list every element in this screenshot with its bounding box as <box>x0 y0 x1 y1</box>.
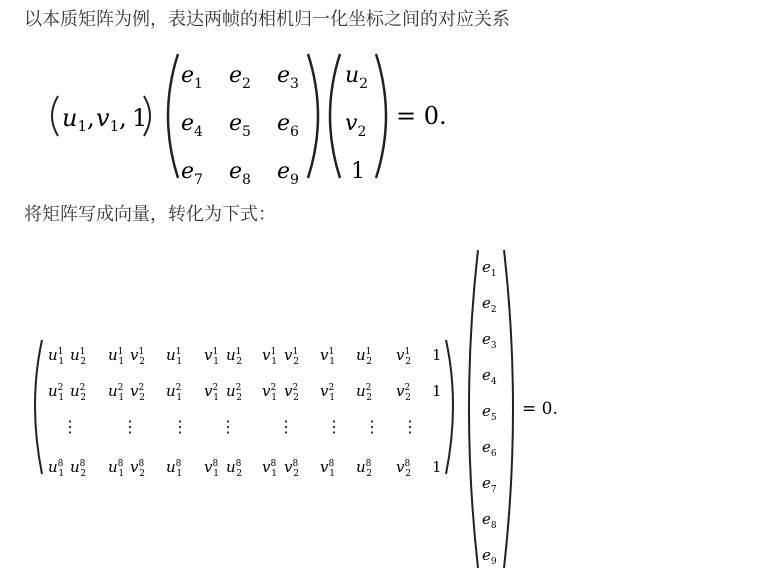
vdots-5: ⋮ <box>326 417 342 436</box>
vdots-6: ⋮ <box>364 417 380 436</box>
entry-v1u2-b: $u^2$ 2 <box>226 382 243 403</box>
matrix-entry-e6: $e_6$ <box>277 111 299 140</box>
entry-v1u2-b: $u^8$ 2 <box>226 458 243 479</box>
e-vector-entry-4: $e_4$ <box>482 366 497 387</box>
e-vector <box>482 258 497 567</box>
entry-u1v2-a: $u^1$ 1 <box>108 346 125 367</box>
entry-u1: $u^8$ 1 <box>166 458 183 479</box>
e-vector-entry-1: $e_1$ <box>482 258 497 279</box>
row-vector-one: 1 <box>132 104 148 132</box>
row-vector-v1: $v_1$, <box>96 104 127 135</box>
entry-v1u2-a: $v^2$ 1 <box>204 382 219 403</box>
entry-one: 1 <box>432 346 442 364</box>
matrix-entry-e5: $e_5$ <box>229 111 251 140</box>
right-paren-col <box>376 54 386 178</box>
entry-u1v2-b: $v^1$ 2 <box>130 346 145 367</box>
entry-v1v2-a: $v^1$ 1 <box>262 346 277 367</box>
e-vector-entry-3: $e_3$ <box>482 330 497 351</box>
right-paren-evector <box>504 250 513 568</box>
matrix-entry-e2: $e_2$ <box>229 63 251 92</box>
eq1-rhs: = 0. <box>396 102 447 130</box>
left-paren-col <box>330 54 340 178</box>
entry-v1: $v^8$ 1 <box>320 458 335 479</box>
e-vector-entry-6: $e_6$ <box>482 438 497 459</box>
left-paren-evector <box>469 250 478 568</box>
entry-u1u2-b: $u^8$ 2 <box>70 458 87 479</box>
right-paren-matrix <box>308 54 318 178</box>
right-paren-bigmatrix <box>446 340 453 474</box>
entry-u1v2-b: $v^2$ 2 <box>130 382 145 403</box>
col-entry-0: $u_2$ <box>345 63 369 92</box>
e-vector-entry-7: $e_7$ <box>482 474 497 495</box>
entry-u1v2-b: $v^8$ 2 <box>130 458 145 479</box>
entry-u1: $u^2$ 1 <box>166 382 183 403</box>
entry-v1v2-a: $v^8$ 1 <box>262 458 277 479</box>
entry-u1u2-b: $u^2$ 2 <box>70 382 87 403</box>
row-vector-u1: $u_1$, <box>62 104 95 135</box>
left-paren-row <box>52 96 58 136</box>
column-vector <box>345 63 368 184</box>
entry-v2: $v^2$ 2 <box>396 382 411 403</box>
vdots-4: ⋮ <box>278 417 294 436</box>
entry-v1v2-b: $v^1$ 2 <box>284 346 299 367</box>
entry-u1v2-a: $u^2$ 1 <box>108 382 125 403</box>
eq2-rhs: = 0. <box>522 399 558 419</box>
entry-v1v2-b: $v^8$ 2 <box>284 458 299 479</box>
transform-text: 将矩阵写成向量，转化为下式： <box>24 204 276 225</box>
intro-text: 以本质矩阵为例，表达两帧的相机归一化坐标之间的对应关系 <box>24 9 510 30</box>
matrix-entry-e3: $e_3$ <box>277 63 299 92</box>
col-entry-2: 1 <box>351 159 365 184</box>
entry-one: 1 <box>432 382 442 400</box>
vdots-0: ⋮ <box>62 417 78 436</box>
matrix-row-1 <box>48 346 442 367</box>
entry-v2: $v^8$ 2 <box>396 458 411 479</box>
vdots-1: ⋮ <box>122 417 138 436</box>
entry-u1v2-a: $u^8$ 1 <box>108 458 125 479</box>
entry-u1u2-a: $u^2$ 1 <box>48 382 65 403</box>
e-vector-entry-8: $e_8$ <box>482 510 497 531</box>
left-paren-bigmatrix <box>35 340 42 474</box>
entry-u1u2-b: $u^1$ 2 <box>70 346 87 367</box>
entry-u2: $u^8$ 2 <box>356 458 373 479</box>
entry-v1v2-a: $v^2$ 1 <box>262 382 277 403</box>
entry-v1: $v^2$ 1 <box>320 382 335 403</box>
e-vector-entry-2: $e_2$ <box>482 294 497 315</box>
entry-v2: $v^1$ 2 <box>396 346 411 367</box>
entry-v1u2-a: $v^1$ 1 <box>204 346 219 367</box>
col-entry-1: $v_2$ <box>345 111 367 140</box>
matrix-row-8 <box>48 458 442 479</box>
matrix-entry-e7: $e_7$ <box>181 159 203 188</box>
entry-u2: $u^2$ 2 <box>356 382 373 403</box>
entry-v1: $v^1$ 1 <box>320 346 335 367</box>
linear-system-equation <box>30 248 590 578</box>
essential-matrix <box>181 63 299 188</box>
entry-v1u2-b: $u^1$ 2 <box>226 346 243 367</box>
vdots-2: ⋮ <box>172 417 188 436</box>
entry-u1: $u^1$ 1 <box>166 346 183 367</box>
matrix-entry-e9: $e_9$ <box>277 159 299 188</box>
matrix-entry-e8: $e_8$ <box>229 159 251 188</box>
entry-one: 1 <box>432 458 442 476</box>
matrix-entry-e1: $e_1$ <box>181 63 203 92</box>
entry-u1u2-a: $u^8$ 1 <box>48 458 65 479</box>
entry-u2: $u^1$ 2 <box>356 346 373 367</box>
left-paren-matrix <box>168 54 178 178</box>
matrix-entry-e4: $e_4$ <box>181 111 203 140</box>
essential-matrix-equation <box>40 48 520 188</box>
entry-v1u2-a: $v^8$ 1 <box>204 458 219 479</box>
coefficient-matrix <box>48 346 442 479</box>
entry-v1v2-b: $v^2$ 2 <box>284 382 299 403</box>
vdots-7: ⋮ <box>402 417 418 436</box>
matrix-row-2 <box>48 382 442 403</box>
entry-u1u2-a: $u^1$ 1 <box>48 346 65 367</box>
e-vector-entry-5: $e_5$ <box>482 402 497 423</box>
vdots-3: ⋮ <box>220 417 236 436</box>
e-vector-entry-9: $e_9$ <box>482 546 497 567</box>
